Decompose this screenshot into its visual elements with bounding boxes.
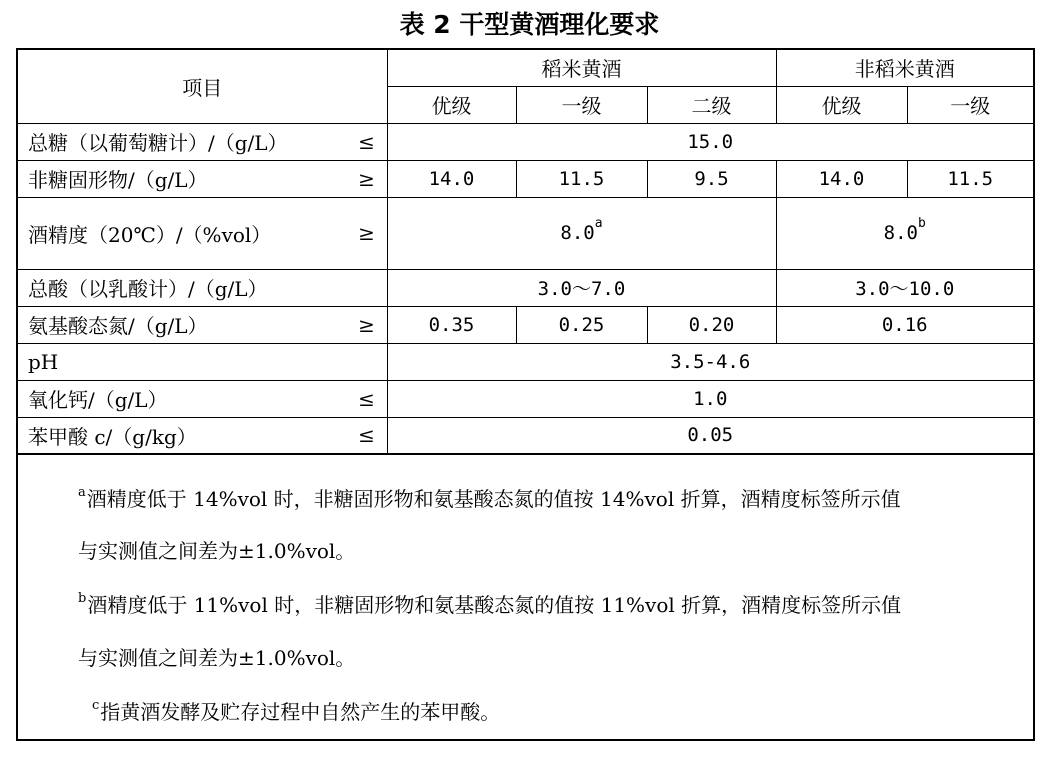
comparison-symbol: ≤ (358, 129, 375, 154)
footnote-c (92, 696, 500, 725)
cell-value: 3.0～10.0 (776, 269, 1033, 306)
comparison-symbol: ≥ (358, 312, 375, 337)
alcohol-non-rice-value: 8.0 (883, 222, 918, 244)
item-name: 氧化钙/（g/L） (28, 388, 168, 412)
table-row (18, 306, 1033, 343)
row-label (18, 417, 387, 453)
footnote-a (78, 483, 901, 512)
cell-value: 0.35 (387, 306, 516, 343)
comparison-symbol: ≥ (358, 221, 375, 245)
footnote-text: 指黄酒发酵及贮存过程中自然产生的苯甲酸。 (100, 700, 501, 724)
footnote-b (78, 589, 901, 618)
grade-header: 优级 (776, 86, 907, 123)
header-non-rice-wine: 非稻米黄酒 (776, 50, 1033, 86)
grade-header: 优级 (387, 86, 516, 123)
item-name: 苯甲酸 c/（g/kg） (28, 424, 197, 449)
footnote-marker: c (92, 698, 100, 713)
table-row (18, 380, 1033, 417)
table-row (18, 197, 1033, 269)
cell-value: 9.5 (647, 160, 776, 197)
footnote-marker: a (78, 485, 86, 500)
footnote-text: 酒精度低于 11%vol 时，非糖固形物和氨基酸态氮的值按 11%vol 折算，酒精度标签所示值 (87, 593, 902, 617)
table-row (18, 269, 1033, 306)
table-row (18, 343, 1033, 380)
item-name: 总糖（以葡萄糖计）/（g/L） (28, 131, 288, 155)
footnote-a-continued: 与实测值之间差为±1.0%vol。 (78, 539, 356, 563)
cell-value: 0.05 (387, 417, 1033, 453)
cell-value (776, 197, 1033, 269)
item-name: 氨基酸态氮/（g/L） (28, 314, 208, 338)
footnote-marker: b (918, 216, 926, 231)
footnote-marker: a (594, 216, 603, 231)
footnotes (18, 454, 1033, 739)
cell-value: 0.20 (647, 306, 776, 343)
comparison-symbol: ≤ (358, 423, 375, 447)
cell-value: 15.0 (387, 123, 1033, 160)
comparison-symbol: ≥ (358, 166, 375, 191)
comparison-symbol: ≤ (358, 386, 375, 411)
cell-value: 11.5 (907, 160, 1033, 197)
spec-table (18, 50, 1033, 454)
cell-value (387, 197, 776, 269)
cell-value: 14.0 (776, 160, 907, 197)
footnote-b-continued: 与实测值之间差为±1.0%vol。 (78, 646, 356, 670)
header-item: 项目 (18, 50, 387, 123)
row-label (18, 343, 387, 380)
grade-header: 一级 (516, 86, 647, 123)
row-label (18, 380, 387, 417)
item-name: 非糖固形物/（g/L） (28, 168, 208, 192)
cell-value: 1.0 (387, 380, 1033, 417)
header-rice-wine: 稻米黄酒 (387, 50, 776, 86)
table-title: 表 2 干型黄酒理化要求 (399, 10, 660, 39)
cell-value: 14.0 (387, 160, 516, 197)
item-name: pH (28, 349, 59, 374)
spec-table-frame (16, 48, 1035, 741)
row-label (18, 269, 387, 306)
grade-header: 一级 (907, 86, 1033, 123)
cell-value: 11.5 (516, 160, 647, 197)
row-label (18, 197, 387, 269)
cell-value: 3.0～7.0 (387, 269, 776, 306)
grade-header: 二级 (647, 86, 776, 123)
row-label (18, 306, 387, 343)
table-row (18, 417, 1033, 453)
row-label (18, 123, 387, 160)
footnote-marker: b (78, 591, 87, 606)
footnote-text: 酒精度低于 14%vol 时，非糖固形物和氨基酸态氮的值按 14%vol 折算，酒精度标签所示值 (86, 487, 901, 511)
cell-value: 3.5-4.6 (387, 343, 1033, 380)
table-row (18, 123, 1033, 160)
cell-value: 0.25 (516, 306, 647, 343)
table-row (18, 160, 1033, 197)
header-row-1 (18, 50, 1033, 86)
cell-value: 0.16 (776, 306, 1033, 343)
item-name: 酒精度（20℃）/（%vol） (28, 222, 272, 247)
row-label (18, 160, 387, 197)
item-name: 总酸（以乳酸计）/（g/L） (28, 277, 268, 301)
alcohol-rice-value: 8.0 (560, 222, 595, 244)
